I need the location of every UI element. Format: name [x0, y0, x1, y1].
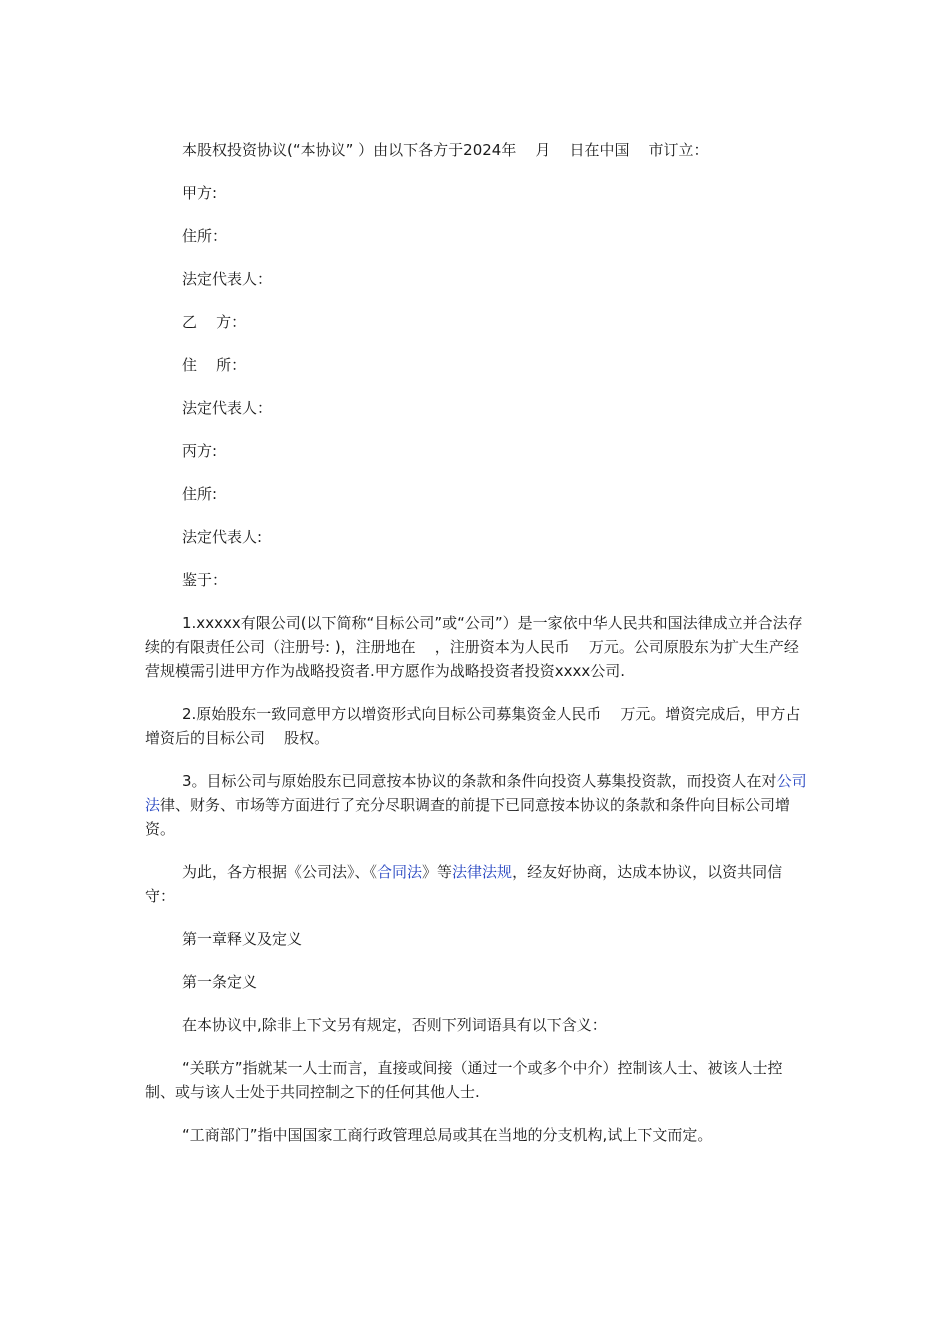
party-b-label: 乙 方： — [182, 313, 247, 331]
party-a-address: 住所： — [182, 227, 228, 245]
laws-regulations-link[interactable]: 法律法规 — [452, 863, 513, 881]
chapter-1-heading: 第一章释义及定义 — [182, 930, 303, 948]
item3-text-end: 律、财务、市场等方面进行了充分尽职调查的前提下已同意按本协议的条款和条件向目标公司增资。 — [145, 796, 791, 838]
document-body — [145, 138, 810, 1166]
agreement-text-middle: 》等 — [422, 863, 453, 881]
party-c-representative: 法定代表人: — [182, 528, 263, 546]
intro-paragraph: 本股权投资协议(“本协议” ）由以下各方于2024年 月 日在中国 市订立： — [182, 141, 709, 159]
definitions-intro: 在本协议中,除非上下文另有规定，否则下列词语具有以下含义： — [182, 1016, 607, 1034]
party-c-address: 住所: — [182, 485, 218, 503]
whereas-item-3 — [145, 769, 810, 841]
agreement-text-end: ，经友好协商，达成本协议，以资共同信守： — [145, 863, 783, 905]
whereas-heading: 鉴于： — [182, 571, 228, 589]
whereas-item-2: 2.原始股东一致同意甲方以增资形式向目标公司募集资金人民币 万元。增资完成后，甲方占增资后的目标公司 股权。 — [145, 705, 801, 747]
article-1-heading: 第一条定义 — [182, 973, 258, 991]
party-b-address: 住 所： — [182, 356, 247, 374]
definition-aic: “工商部门”指中国国家工商行政管理总局或其在当地的分支机构,试上下文而定。 — [182, 1126, 713, 1144]
agreement-paragraph — [145, 860, 810, 908]
party-a-label: 甲方: — [182, 184, 218, 202]
company-law-link[interactable]: 公司法 — [145, 772, 807, 814]
party-a-representative: 法定代表人： — [182, 270, 273, 288]
party-b-representative: 法定代表人： — [182, 399, 273, 417]
whereas-item-1: 1.xxxxx有限公司(以下简称“目标公司”或“公司”）是一家依中华人民共和国法律成立并合法存续的有限责任公司（注册号: )，注册地在 ，注册资本为人民币 万元。公司原股东为扩大生产经营规模需引进甲方作为战略投资者.甲方愿作为战略投资者投资xxxx公司. — [145, 614, 803, 680]
agreement-text-start: 为此，各方根据《公司法》、《 — [182, 863, 378, 881]
contract-law-link[interactable]: 合同法 — [377, 863, 423, 881]
party-c-label: 丙方: — [182, 442, 218, 460]
item3-text-start: 3。目标公司与原始股东已同意按本协议的条款和条件向投资人募集投资款，而投资人在对 — [182, 772, 777, 790]
definition-affiliate: “关联方”指就某一人士而言，直接或间接（通过一个或多个中介）控制该人士、被该人士控制、或与该人士处于共同控制之下的任何其他人士. — [145, 1059, 783, 1101]
